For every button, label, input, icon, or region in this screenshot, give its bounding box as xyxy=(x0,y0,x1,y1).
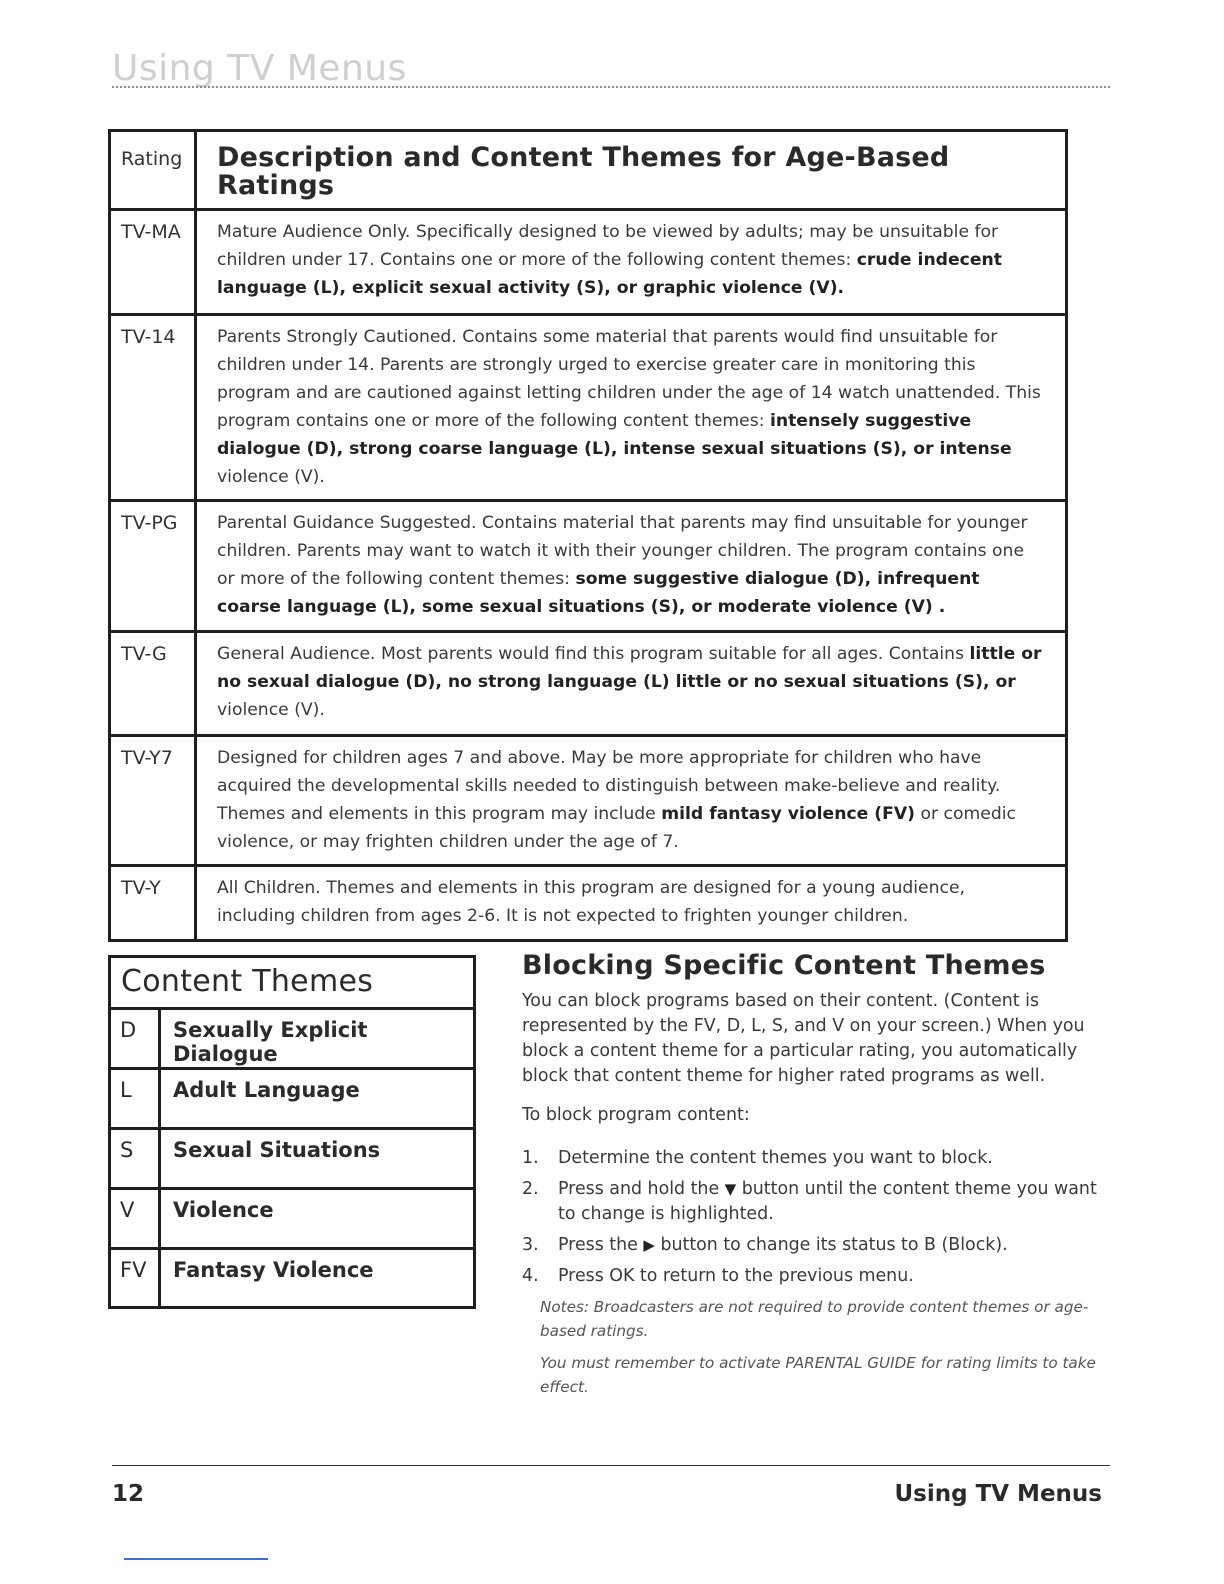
blocking-intro: You can block programs based on their content. (Content is represented by the FV, D, L, S, and V on your screen.) When you block a content theme for a particular rating, you automatically block that content theme for higher rated programs as well. xyxy=(522,991,1085,1086)
theme-code: S xyxy=(111,1130,161,1187)
theme-code: D xyxy=(111,1010,161,1067)
rating-themes: crude indecent language (L), explicit sexual activity (S), or graphic violence (V). xyxy=(217,250,1002,298)
step-text-after: button to change its status to B (Block). xyxy=(654,1235,1008,1255)
step-number: 3. xyxy=(522,1235,539,1255)
rating-row-tv-pg xyxy=(111,502,1065,633)
step-text-before: Press the xyxy=(558,1235,644,1255)
rating-code: TV-Y7 xyxy=(111,737,197,864)
theme-code: L xyxy=(111,1070,161,1127)
step-text xyxy=(558,1264,914,1289)
theme-label: Sexual Situations xyxy=(173,1138,381,1162)
rating-description xyxy=(197,867,1065,939)
step-text-before: Determine the content themes you want to block. xyxy=(558,1148,993,1168)
rating-description xyxy=(197,633,1065,734)
scan-artifact-line xyxy=(124,1558,268,1560)
rating-description xyxy=(197,316,1065,499)
rating-text: General Audience. Most parents would find this program suitable for all ages. Contains xyxy=(217,644,970,664)
rating-text: Mature Audience Only. Specifically designed to be viewed by adults; may be unsuitable for children under 17. Contains one or more of the following content themes: xyxy=(217,222,999,270)
ratings-table-header xyxy=(111,132,1065,211)
theme-label: Sexually Explicit Dialogue xyxy=(173,1018,368,1066)
step-item xyxy=(522,1233,1112,1258)
rating-code: TV-G xyxy=(111,633,197,734)
theme-row xyxy=(111,1010,473,1070)
footer-title: Using TV Menus xyxy=(894,1481,1102,1507)
theme-label: Adult Language xyxy=(173,1078,360,1102)
blocking-section xyxy=(522,950,1112,1407)
theme-row xyxy=(111,1070,473,1130)
rating-code: TV-Y xyxy=(111,867,197,939)
rating-text-after: violence (V). xyxy=(217,700,325,720)
rating-text: Parental Guidance Suggested. Contains material that parents may find unsuitable for younger children. Parents may want to watch it with their younger children. The program contains one or more of the following content themes: xyxy=(217,513,1028,589)
rating-text-after: violence (V). xyxy=(217,467,325,487)
footer-divider xyxy=(112,1465,1110,1466)
step-number: 2. xyxy=(522,1179,539,1199)
rating-description xyxy=(197,211,1065,313)
rating-text: Designed for children ages 7 and above. May be more appropriate for children who have acquired the developmental skills needed to distinguish between make-believe and reality. Themes and elements in this program may include xyxy=(217,748,1001,824)
to-block-label: To block program content: xyxy=(522,1105,750,1125)
step-text-before: Press OK to return to the previous menu. xyxy=(558,1266,914,1286)
step-text xyxy=(558,1146,993,1171)
down-arrow-icon: ▼ xyxy=(724,1180,737,1198)
rating-row-tv-ma xyxy=(111,211,1065,316)
theme-code: FV xyxy=(111,1250,161,1306)
theme-row xyxy=(111,1130,473,1190)
rating-row-tv-14 xyxy=(111,316,1065,502)
step-text xyxy=(558,1233,1008,1258)
rating-code: TV-14 xyxy=(111,316,197,499)
step-item xyxy=(522,1177,1112,1227)
age-ratings-table xyxy=(108,129,1068,942)
blocking-steps xyxy=(522,1146,1112,1289)
step-text xyxy=(558,1177,1112,1227)
header-divider xyxy=(112,86,1110,88)
rating-description xyxy=(197,502,1065,630)
description-column-header: Description and Content Themes for Age-Based Ratings xyxy=(217,142,950,201)
rating-row-tv-g xyxy=(111,633,1065,737)
rating-code: TV-PG xyxy=(111,502,197,630)
theme-label: Fantasy Violence xyxy=(173,1258,374,1282)
step-text-before: Press and hold the xyxy=(558,1179,725,1199)
step-text-after: button until the content theme you want to change is highlighted. xyxy=(558,1179,1097,1224)
blocking-title: Blocking Specific Content Themes xyxy=(522,950,1046,981)
rating-text: Parents Strongly Cautioned. Contains some material that parents would find unsuitable for children under 14. Parents are strongly urged to exercise greater care in monitoring this program and are cautioned against letting children under the age of 14 watch unattended. This program contains one or more of the following content themes: xyxy=(217,327,1041,431)
rating-themes: intensely suggestive dialogue (D), strong coarse language (L), intense sexual situations (S), or intense xyxy=(217,411,1012,459)
rating-column-header: Rating xyxy=(111,132,197,208)
rating-themes: some suggestive dialogue (D), infrequent coarse language (L), some sexual situations (S), or moderate violence (V) . xyxy=(217,569,980,617)
right-arrow-icon: ▶ xyxy=(643,1236,655,1254)
rating-themes: mild fantasy violence (FV) xyxy=(661,804,916,824)
rating-row-tv-y xyxy=(111,867,1065,939)
theme-row xyxy=(111,1250,473,1306)
rating-text: All Children. Themes and elements in this program are designed for a young audience, including children from ages 2-6. It is not expected to frighten younger children. xyxy=(217,878,966,926)
rating-themes: little or no sexual dialogue (D), no strong language (L) little or no sexual situations (S), or xyxy=(217,644,1042,692)
content-themes-table xyxy=(108,955,476,1309)
rating-code: TV-MA xyxy=(111,211,197,313)
step-item xyxy=(522,1146,1112,1171)
theme-label: Violence xyxy=(173,1198,274,1222)
content-themes-title: Content Themes xyxy=(111,958,473,1010)
theme-code: V xyxy=(111,1190,161,1247)
theme-row xyxy=(111,1190,473,1250)
page-header-title: Using TV Menus xyxy=(112,48,407,89)
rating-row-tv-y7 xyxy=(111,737,1065,867)
notes xyxy=(540,1295,1112,1399)
note-parental-guide: You must remember to activate PARENTAL GUIDE for rating limits to take effect. xyxy=(540,1354,1096,1396)
rating-description xyxy=(197,737,1065,864)
step-item xyxy=(522,1264,1112,1289)
page-number: 12 xyxy=(112,1481,145,1507)
note-broadcasters: Notes: Broadcasters are not required to provide content themes or age-based ratings. xyxy=(540,1298,1089,1340)
rating-text-after: or comedic violence, or may frighten children under the age of 7. xyxy=(217,804,1016,852)
step-number: 1. xyxy=(522,1148,539,1168)
step-number: 4. xyxy=(522,1266,539,1286)
